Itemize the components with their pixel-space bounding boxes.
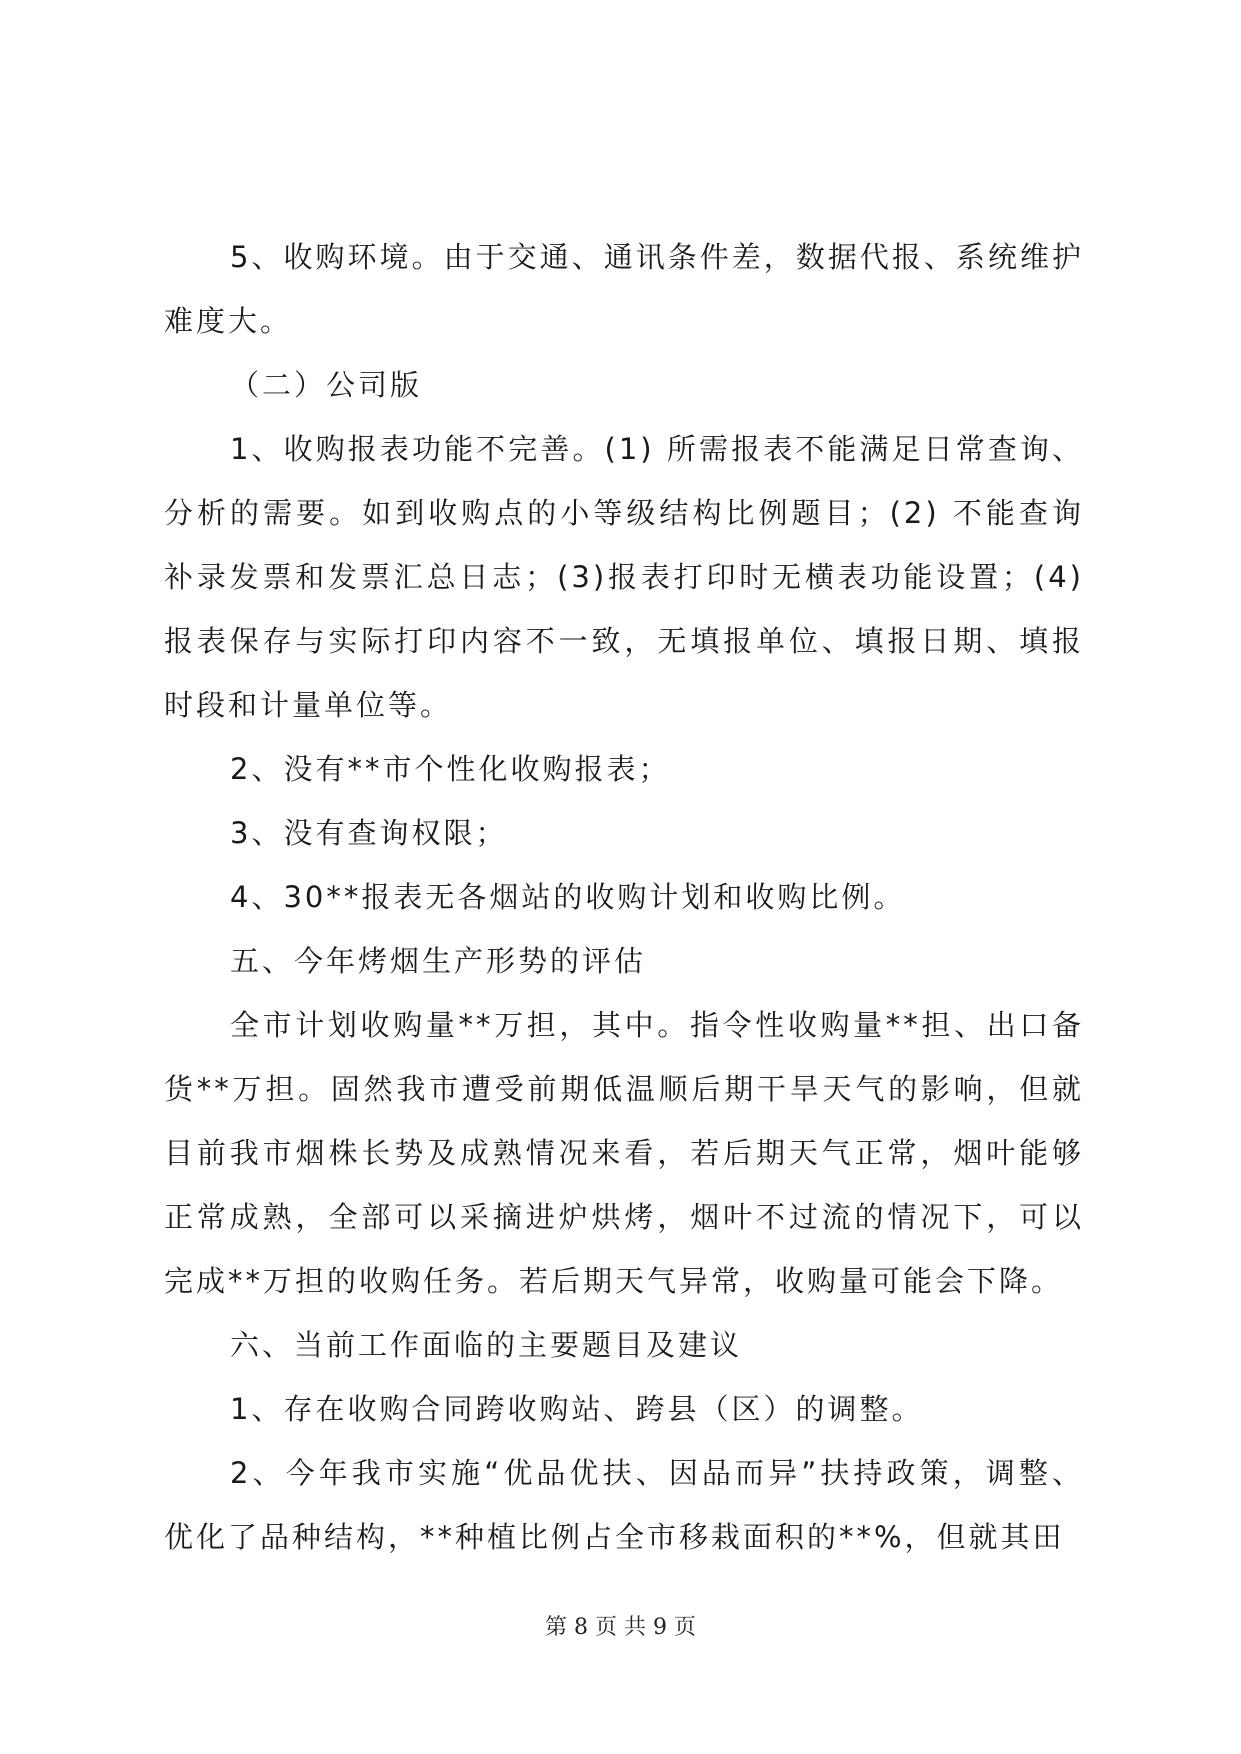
paragraph-purchase-plan: 全市计划收购量**万担，其中。指令性收购量**担、出口备货**万担。固然我市遭受前期低温顺后期干旱天气的影响，但就目前我市烟株长势及成熟情况来看，若后期天气正常，烟叶能够正常成熟，全部可以采摘进炉烘烤，烟叶不过流的情况下，可以完成**万担的收购任务。若后期天气异常，收购量可能会下降。 bbox=[164, 1008, 1084, 1298]
paragraph-no-query-permission: 3、没有查询权限； bbox=[230, 816, 508, 850]
page-number-footer: 第 8 页 共 9 页 bbox=[545, 1615, 696, 1640]
section-heading-production-assessment: 五、今年烤烟生产形势的评估 bbox=[230, 944, 647, 978]
paragraph-collection-environment: 5、收购环境。由于交通、通讯条件差，数据代报、系统维护难度大。 bbox=[164, 240, 1084, 338]
section-heading-company-edition: （二）公司版 bbox=[230, 368, 423, 402]
paragraph-contract-adjustment: 1、存在收购合同跨收购站、跨县（区）的调整。 bbox=[230, 1392, 924, 1426]
paragraph-report-function: 1、收购报表功能不完善。(1) 所需报表不能满足日常查询、分析的需要。如到收购点的小等级结构比例题目；(2) 不能查询补录发票和发票汇总日志；(3)报表打印时无横表功能设置；(4) 报表保存与实际打印内容不一致，无填报单位、填报日期、填报时段和计量单位等。 bbox=[164, 432, 1084, 722]
document-body bbox=[164, 225, 1084, 1569]
paragraph-no-custom-report: 2、没有**市个性化收购报表； bbox=[230, 752, 671, 786]
paragraph-variety-policy: 2、今年我市实施“优品优扶、因品而异”扶持政策，调整、优化了品种结构，**种植比例占全市移栽面积的**%，但就其田 bbox=[164, 1456, 1084, 1554]
paragraph-report-no-plan: 4、30**报表无各烟站的收购计划和收购比例。 bbox=[230, 880, 906, 914]
section-heading-problems-suggestions: 六、当前工作面临的主要题目及建议 bbox=[230, 1328, 743, 1362]
